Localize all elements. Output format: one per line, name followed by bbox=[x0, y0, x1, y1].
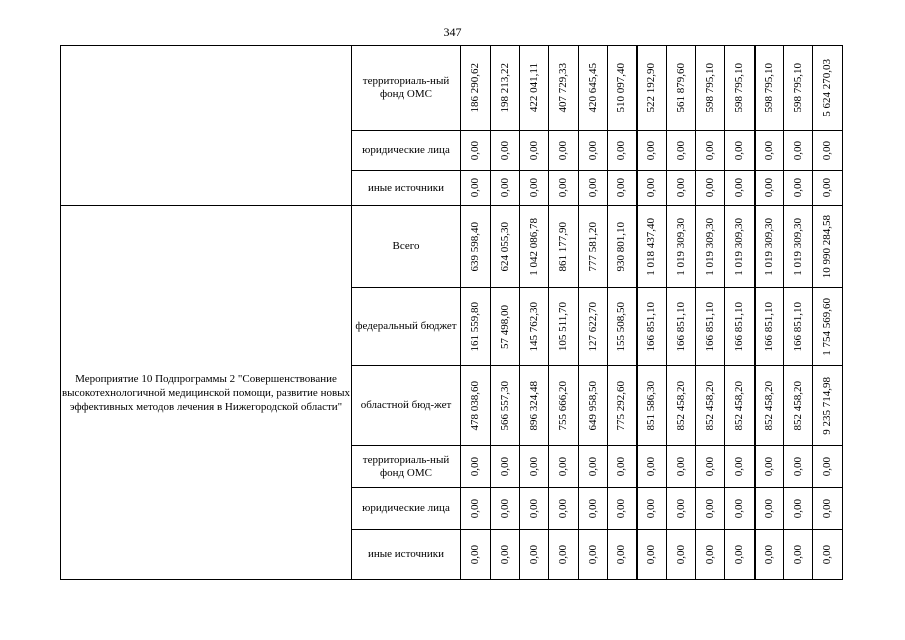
value-text: 896 324,48 bbox=[527, 380, 540, 431]
value-cell bbox=[608, 530, 637, 580]
value-text: 0,00 bbox=[703, 456, 716, 477]
value-text: 5 624 270,03 bbox=[821, 59, 833, 117]
value-text: 9 235 714,98 bbox=[821, 376, 833, 435]
block1-activity-cell bbox=[61, 46, 352, 206]
value-text: 0,00 bbox=[586, 498, 599, 519]
value-text: 0,00 bbox=[557, 544, 569, 565]
value-text: 0,00 bbox=[645, 456, 658, 477]
value-text: 145 762,30 bbox=[527, 301, 540, 352]
value-cell bbox=[608, 206, 637, 288]
value-cell bbox=[579, 46, 608, 131]
value-cell bbox=[579, 288, 608, 366]
value-cell bbox=[667, 446, 696, 488]
value-cell bbox=[608, 288, 637, 366]
value-text: 598 795,10 bbox=[762, 63, 775, 113]
value-text: 166 851,10 bbox=[762, 301, 775, 352]
table-row bbox=[61, 46, 843, 131]
value-text: 407 729,33 bbox=[557, 63, 569, 113]
value-text: 198 213,22 bbox=[498, 63, 511, 113]
value-text: 0,00 bbox=[498, 498, 511, 519]
value-cell bbox=[755, 46, 784, 131]
funding-source-label: территориаль-ный фонд ОМС bbox=[352, 46, 461, 131]
value-text: 0,00 bbox=[469, 544, 481, 565]
value-cell bbox=[696, 206, 725, 288]
value-text: 0,00 bbox=[791, 498, 804, 519]
value-text: 0,00 bbox=[762, 498, 775, 519]
value-cell bbox=[725, 46, 755, 131]
value-text: 624 055,30 bbox=[498, 221, 511, 272]
value-cell bbox=[637, 206, 667, 288]
value-text: 1 019 309,30 bbox=[703, 217, 716, 276]
value-cell bbox=[813, 488, 843, 530]
value-text: 0,00 bbox=[821, 456, 833, 477]
value-text: 0,00 bbox=[762, 178, 775, 198]
value-cell bbox=[491, 206, 520, 288]
value-text: 0,00 bbox=[498, 456, 511, 477]
value-text: 0,00 bbox=[557, 140, 569, 161]
value-text: 0,00 bbox=[703, 178, 716, 198]
value-text: 0,00 bbox=[586, 140, 599, 161]
value-cell bbox=[696, 288, 725, 366]
value-text: 0,00 bbox=[615, 456, 628, 477]
value-cell bbox=[755, 530, 784, 580]
value-cell bbox=[608, 131, 637, 171]
value-text: 649 958,50 bbox=[586, 380, 599, 431]
value-cell bbox=[461, 446, 491, 488]
value-text: 166 851,10 bbox=[674, 301, 687, 352]
value-cell bbox=[696, 366, 725, 446]
value-text: 0,00 bbox=[615, 498, 628, 519]
value-cell bbox=[579, 530, 608, 580]
value-text: 0,00 bbox=[674, 456, 687, 477]
value-cell bbox=[784, 206, 813, 288]
value-text: 777 581,20 bbox=[586, 221, 599, 272]
value-cell bbox=[520, 366, 549, 446]
table-row bbox=[61, 206, 843, 288]
value-text: 0,00 bbox=[645, 140, 658, 161]
value-text: 166 851,10 bbox=[703, 301, 716, 352]
value-cell bbox=[461, 206, 491, 288]
value-text: 1 019 309,30 bbox=[732, 217, 745, 276]
value-cell bbox=[667, 131, 696, 171]
value-text: 851 586,30 bbox=[645, 380, 658, 431]
value-cell bbox=[637, 530, 667, 580]
value-text: 0,00 bbox=[821, 498, 833, 519]
value-cell bbox=[725, 488, 755, 530]
value-text: 775 292,60 bbox=[615, 380, 628, 431]
value-cell bbox=[608, 446, 637, 488]
value-cell bbox=[813, 171, 843, 206]
value-cell bbox=[520, 171, 549, 206]
value-cell bbox=[667, 171, 696, 206]
value-text: 0,00 bbox=[674, 140, 687, 161]
value-text: 861 177,90 bbox=[557, 221, 569, 272]
value-text: 1 042 086,78 bbox=[527, 217, 540, 276]
value-cell bbox=[637, 131, 667, 171]
value-text: 1 019 309,30 bbox=[762, 217, 775, 276]
value-text: 0,00 bbox=[557, 456, 569, 477]
value-text: 478 038,60 bbox=[469, 380, 481, 431]
value-text: 598 795,10 bbox=[703, 63, 716, 113]
value-text: 1 018 437,40 bbox=[645, 217, 658, 276]
value-text: 0,00 bbox=[527, 178, 540, 198]
value-text: 155 508,50 bbox=[615, 301, 628, 352]
value-cell bbox=[491, 446, 520, 488]
value-cell bbox=[784, 366, 813, 446]
value-cell bbox=[520, 46, 549, 131]
value-cell bbox=[784, 46, 813, 131]
value-cell bbox=[608, 46, 637, 131]
value-text: 852 458,20 bbox=[762, 380, 775, 431]
value-cell bbox=[725, 446, 755, 488]
value-cell bbox=[784, 171, 813, 206]
value-text: 0,00 bbox=[645, 498, 658, 519]
value-cell bbox=[491, 46, 520, 131]
funding-source-label: иные источники bbox=[352, 171, 461, 206]
value-text: 0,00 bbox=[674, 544, 687, 565]
value-cell bbox=[813, 288, 843, 366]
value-text: 755 666,20 bbox=[557, 380, 569, 431]
value-cell bbox=[608, 488, 637, 530]
value-cell bbox=[813, 46, 843, 131]
value-text: 598 795,10 bbox=[791, 63, 804, 113]
value-text: 0,00 bbox=[821, 178, 833, 198]
value-text: 0,00 bbox=[703, 544, 716, 565]
value-cell bbox=[755, 488, 784, 530]
value-text: 0,00 bbox=[674, 498, 687, 519]
value-cell bbox=[579, 488, 608, 530]
value-text: 420 645,45 bbox=[586, 63, 599, 113]
value-text: 0,00 bbox=[674, 178, 687, 198]
value-cell bbox=[696, 171, 725, 206]
value-text: 166 851,10 bbox=[732, 301, 745, 352]
value-cell bbox=[520, 288, 549, 366]
value-cell bbox=[549, 530, 579, 580]
value-text: 852 458,20 bbox=[703, 380, 716, 431]
value-text: 1 019 309,30 bbox=[791, 217, 804, 276]
value-text: 0,00 bbox=[645, 178, 658, 198]
value-text: 0,00 bbox=[586, 456, 599, 477]
value-text: 0,00 bbox=[615, 544, 628, 565]
value-text: 0,00 bbox=[469, 178, 481, 198]
value-cell bbox=[813, 366, 843, 446]
value-cell bbox=[667, 530, 696, 580]
value-text: 0,00 bbox=[732, 544, 745, 565]
value-cell bbox=[725, 131, 755, 171]
value-text: 0,00 bbox=[527, 544, 540, 565]
funding-source-label: иные источники bbox=[352, 530, 461, 580]
value-text: 57 498,00 bbox=[498, 304, 511, 349]
value-cell bbox=[637, 171, 667, 206]
block2-activity-cell: Мероприятие 10 Подпрограммы 2 "Совершенствование высокотехнологичной медицинской помощи, развитие новых эффективных методов лечения в Нижегородской области" bbox=[61, 206, 352, 580]
value-cell bbox=[491, 288, 520, 366]
value-text: 186 290,62 bbox=[469, 63, 481, 113]
value-text: 166 851,10 bbox=[791, 301, 804, 352]
funding-source-label: юридические лица bbox=[352, 488, 461, 530]
funding-source-label: территориаль-ный фонд ОМС bbox=[352, 446, 461, 488]
value-text: 0,00 bbox=[732, 140, 745, 161]
value-text: 0,00 bbox=[557, 498, 569, 519]
value-cell bbox=[755, 288, 784, 366]
value-cell bbox=[579, 171, 608, 206]
funding-table bbox=[60, 45, 843, 580]
value-cell bbox=[725, 206, 755, 288]
value-cell bbox=[461, 171, 491, 206]
value-cell bbox=[461, 131, 491, 171]
value-text: 0,00 bbox=[645, 544, 658, 565]
value-cell bbox=[491, 366, 520, 446]
value-cell bbox=[549, 171, 579, 206]
value-cell bbox=[696, 46, 725, 131]
value-text: 598 795,10 bbox=[732, 63, 745, 113]
value-cell bbox=[520, 206, 549, 288]
value-text: 0,00 bbox=[527, 456, 540, 477]
value-text: 0,00 bbox=[732, 498, 745, 519]
value-text: 0,00 bbox=[791, 456, 804, 477]
value-text: 522 192,90 bbox=[645, 63, 658, 113]
value-text: 0,00 bbox=[469, 498, 481, 519]
value-cell bbox=[667, 288, 696, 366]
value-text: 0,00 bbox=[791, 178, 804, 198]
value-cell bbox=[755, 206, 784, 288]
value-text: 0,00 bbox=[586, 178, 599, 198]
value-cell bbox=[549, 131, 579, 171]
value-cell bbox=[813, 131, 843, 171]
value-text: 0,00 bbox=[703, 498, 716, 519]
value-cell bbox=[755, 446, 784, 488]
value-cell bbox=[579, 446, 608, 488]
value-cell bbox=[549, 488, 579, 530]
value-cell bbox=[667, 206, 696, 288]
value-text: 0,00 bbox=[469, 140, 481, 161]
value-text: 0,00 bbox=[821, 544, 833, 565]
value-text: 0,00 bbox=[762, 456, 775, 477]
value-text: 0,00 bbox=[791, 544, 804, 565]
value-text: 422 041,11 bbox=[527, 63, 540, 113]
value-cell bbox=[461, 530, 491, 580]
value-cell bbox=[461, 46, 491, 131]
value-cell bbox=[549, 288, 579, 366]
value-text: 510 097,40 bbox=[615, 63, 628, 113]
value-cell bbox=[637, 488, 667, 530]
value-text: 0,00 bbox=[498, 544, 511, 565]
value-cell bbox=[667, 46, 696, 131]
value-cell bbox=[755, 366, 784, 446]
value-cell bbox=[667, 488, 696, 530]
funding-source-label: федеральный бюджет bbox=[352, 288, 461, 366]
value-cell bbox=[784, 446, 813, 488]
value-cell bbox=[813, 206, 843, 288]
value-cell bbox=[608, 171, 637, 206]
value-cell bbox=[725, 171, 755, 206]
value-cell bbox=[520, 131, 549, 171]
value-cell bbox=[520, 530, 549, 580]
value-text: 127 622,70 bbox=[586, 301, 599, 352]
value-text: 1 754 569,60 bbox=[821, 297, 833, 356]
value-cell bbox=[608, 366, 637, 446]
value-text: 0,00 bbox=[557, 178, 569, 198]
value-text: 0,00 bbox=[498, 178, 511, 198]
value-cell bbox=[520, 488, 549, 530]
value-text: 0,00 bbox=[762, 140, 775, 161]
value-cell bbox=[637, 46, 667, 131]
value-cell bbox=[491, 488, 520, 530]
value-text: 561 879,60 bbox=[674, 63, 687, 113]
value-text: 1 019 309,30 bbox=[674, 217, 687, 276]
funding-source-label: областной бюд-жет bbox=[352, 366, 461, 446]
value-text: 852 458,20 bbox=[674, 380, 687, 431]
value-text: 0,00 bbox=[615, 178, 628, 198]
value-cell bbox=[461, 366, 491, 446]
value-cell bbox=[725, 530, 755, 580]
value-cell bbox=[637, 366, 667, 446]
value-text: 0,00 bbox=[791, 140, 804, 161]
value-cell bbox=[461, 488, 491, 530]
value-cell bbox=[784, 131, 813, 171]
value-text: 161 559,80 bbox=[469, 301, 481, 352]
value-text: 852 458,20 bbox=[791, 380, 804, 431]
value-cell bbox=[784, 530, 813, 580]
value-cell bbox=[755, 171, 784, 206]
value-cell bbox=[755, 131, 784, 171]
value-text: 105 511,70 bbox=[557, 301, 569, 352]
value-cell bbox=[696, 446, 725, 488]
value-cell bbox=[579, 131, 608, 171]
value-text: 930 801,10 bbox=[615, 221, 628, 272]
value-cell bbox=[696, 530, 725, 580]
value-text: 10 990 284,58 bbox=[821, 214, 833, 279]
value-text: 0,00 bbox=[703, 140, 716, 161]
value-text: 0,00 bbox=[498, 140, 511, 161]
value-cell bbox=[491, 171, 520, 206]
value-cell bbox=[549, 366, 579, 446]
value-cell bbox=[784, 488, 813, 530]
value-cell bbox=[696, 131, 725, 171]
value-cell bbox=[491, 530, 520, 580]
value-text: 166 851,10 bbox=[645, 301, 658, 352]
value-text: 0,00 bbox=[469, 456, 481, 477]
value-cell bbox=[725, 288, 755, 366]
value-cell bbox=[461, 288, 491, 366]
value-cell bbox=[579, 366, 608, 446]
value-cell bbox=[549, 46, 579, 131]
value-text: 0,00 bbox=[615, 140, 628, 161]
value-text: 0,00 bbox=[586, 544, 599, 565]
funding-source-label: Всего bbox=[352, 206, 461, 288]
value-cell bbox=[637, 446, 667, 488]
value-cell bbox=[813, 530, 843, 580]
value-cell bbox=[579, 206, 608, 288]
value-text: 0,00 bbox=[527, 140, 540, 161]
value-text: 639 598,40 bbox=[469, 221, 481, 272]
value-cell bbox=[491, 131, 520, 171]
value-cell bbox=[549, 206, 579, 288]
value-text: 0,00 bbox=[527, 498, 540, 519]
value-cell bbox=[725, 366, 755, 446]
value-cell bbox=[549, 446, 579, 488]
page-number: 347 bbox=[443, 25, 462, 39]
value-text: 0,00 bbox=[821, 140, 833, 161]
value-text: 852 458,20 bbox=[732, 380, 745, 431]
value-cell bbox=[784, 288, 813, 366]
value-cell bbox=[813, 446, 843, 488]
funding-source-label: юридические лица bbox=[352, 131, 461, 171]
value-cell bbox=[667, 366, 696, 446]
value-text: 0,00 bbox=[762, 544, 775, 565]
value-text: 566 557,30 bbox=[498, 380, 511, 431]
value-cell bbox=[637, 288, 667, 366]
value-text: 0,00 bbox=[732, 456, 745, 477]
value-cell bbox=[520, 446, 549, 488]
value-cell bbox=[696, 488, 725, 530]
value-text: 0,00 bbox=[732, 178, 745, 198]
